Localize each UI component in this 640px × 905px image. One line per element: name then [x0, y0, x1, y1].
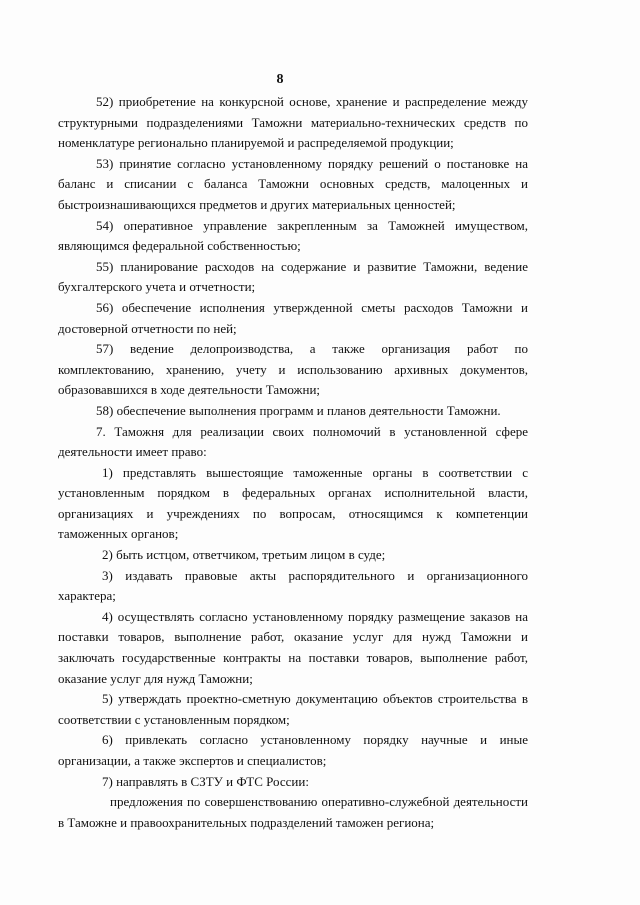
- right-item-2: 2) быть истцом, ответчиком, третьим лицом в суде;: [102, 547, 386, 563]
- paragraph-item-58: 58) обеспечение выполнения программ и планов деятельности Таможни.: [96, 402, 501, 418]
- right-item-3: 3) издавать правовые акты распорядительного и организационного характера;: [58, 567, 528, 604]
- paragraph-item-52: 52) приобретение на конкурсной основе, хранение и распределение между структурными подразделениями Таможни материально-технических средств по номенклатуре регионально планируемой и распределяемой продукции;: [58, 94, 528, 151]
- paragraph-item-57: 57) ведение делопроизводства, а также организация работ по комплектованию, хранению, учету и использованию архивных документов, образовавшихся в ходе деятельности Таможни;: [58, 341, 528, 398]
- right-item-5: 5) утверждать проектно-сметную документацию объектов строительства в соответствии с установленным порядком;: [58, 691, 528, 727]
- document-body: [58, 92, 528, 833]
- page-number: 8: [276, 72, 284, 87]
- section-7-heading: 7. Таможня для реализации своих полномочий в установленной сфере деятельности имеет право:: [58, 423, 528, 460]
- paragraph-item-54: 54) оперативное управление закрепленным за Таможней имуществом, являющимся федеральной собственностью;: [58, 217, 528, 254]
- right-item-6: 6) привлекать согласно установленному порядку научные и иные организации, а также экспертов и специалистов;: [58, 732, 528, 768]
- right-item-7: 7) направлять в СЗТУ и ФТС России:: [102, 773, 309, 789]
- right-item-7-proposals: предложения по совершенствованию оперативно-служебной деятельности в Таможне и правоохранительных подразделений таможен региона;: [58, 794, 528, 830]
- paragraph-item-56: 56) обеспечение исполнения утвержденной сметы расходов Таможни и достоверной отчетности по ней;: [58, 299, 528, 336]
- paragraph-item-55: 55) планирование расходов на содержание и развитие Таможни, ведение бухгалтерского учета и отчетности;: [58, 258, 528, 295]
- paragraph-item-53: 53) принятие согласно установленному порядку решений о постановке на баланс и списании с баланса Таможни основных средств, малоценных и быстроизнашивающихся предметов и других материальных ценностей;: [58, 155, 528, 212]
- right-item-4: 4) осуществлять согласно установленному порядку размещение заказов на поставки товаров, выполнение работ, оказание услуг для нужд Таможни и заключать государственные контракты на поставки товаров, выполнение работ, оказание услуг для нужд Таможни;: [58, 608, 528, 686]
- right-item-1: 1) представлять вышестоящие таможенные органы в соответствии с установленным порядком в федеральных органах исполнительной власти, организациях и учреждениях по вопросам, относящимся к компетенции таможенных органов;: [58, 464, 528, 542]
